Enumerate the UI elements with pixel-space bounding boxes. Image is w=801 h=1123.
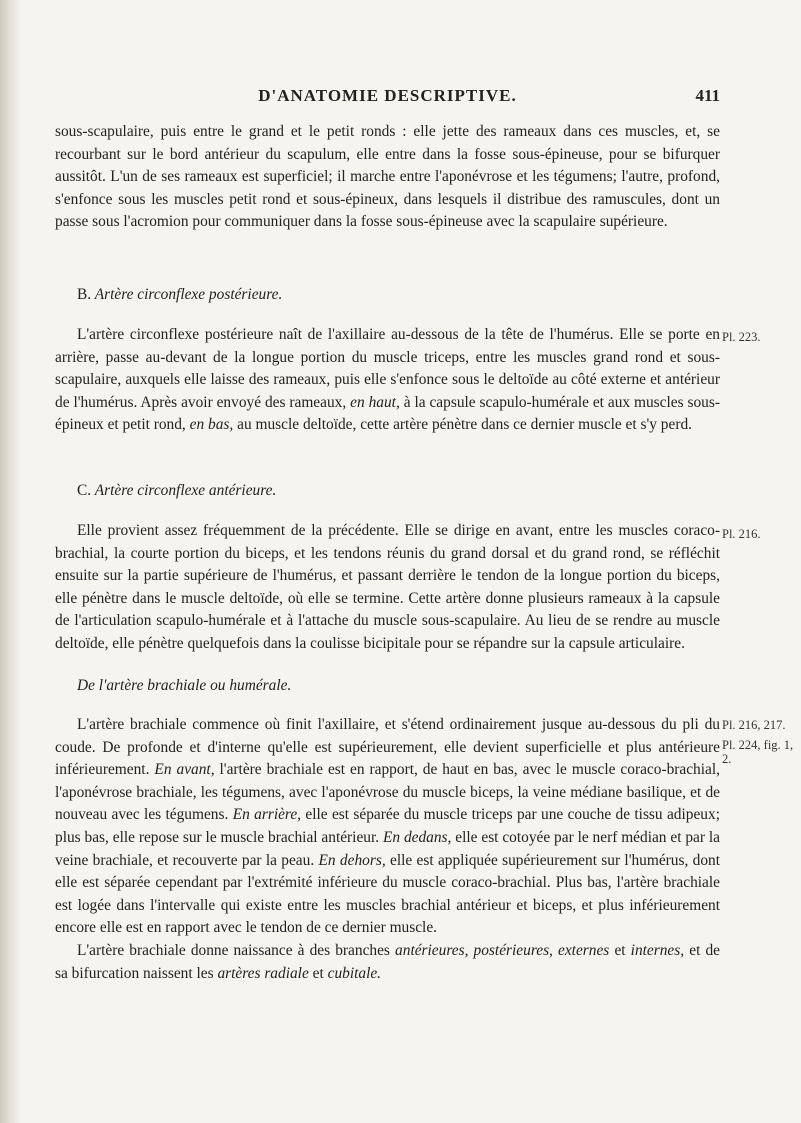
heading-c — [55, 480, 720, 503]
heading-d: De l'artère brachiale ou humérale. — [77, 677, 292, 694]
p5-text-c: et de sa bifurcation naissent les — [55, 941, 720, 982]
margin-note-pl-223: Pl. 223. — [722, 330, 761, 344]
p4-em-2: En arrière, — [232, 806, 302, 824]
heading-b-block — [55, 284, 720, 307]
p4-em-3: En dedans, — [382, 828, 452, 846]
paragraph-3: Elle provient assez fréquemment de la précédente. Elle se dirige en avant, entre les muscles coraco-brachial, la courte portion du biceps, et les tendons réunis du grand dorsal et du grand rond, se réfléchit ensuite sur la partie supérieure de l'humérus, et passant derrière le tendon de la longue portion du biceps, elle pénètre dans le muscle deltoïde, où elle se termine. Cette artère donne plusieurs rameaux à la capsule de l'articulation scapulo-humérale et à l'attache du muscle sous-scapulaire. Au lieu de se rendre au muscle deltoïde, elle pénètre quelquefois dans la coulisse bicipitale pour se répandre sur la capsule articulaire. — [55, 522, 720, 652]
paragraph-4 — [55, 714, 720, 940]
margin-note-pl-216: Pl. 216. — [722, 527, 761, 541]
margin-note-pl-224: Pl. 224, fig. 1, 2. — [722, 738, 794, 766]
p4-text-b: l'artère brachiale est en rapport, de haut en bas, avec le muscle coraco-brachial, l'aponévrose brachiale, les tégumens, avec l'aponévrose du muscle biceps, la veine médiane basilique, et de nouveau avec les tégumens. — [55, 761, 720, 824]
page-number: 411 — [695, 86, 720, 105]
p2-em-1: en haut, — [350, 393, 400, 411]
heading-b-letter: B. — [77, 286, 92, 303]
binding-shadow — [0, 0, 22, 1123]
p5-em-4: cubitale. — [327, 964, 382, 982]
p4-text-e: elle est appliquée supérieurement sur l'humérus, dont elle est séparée cependant par l'extrémité inférieure du muscle coraco-brachial. Plus bas, l'artère brachiale est logée dans l'intervalle qui existe entre les muscles brachial antérieur et biceps, et plus inférieurement encore elle est en rapport avec le tendon de ce dernier muscle. — [55, 851, 720, 937]
p4-em-1: En avant, — [154, 761, 215, 779]
heading-b-title: Artère circonflexe postérieure. — [94, 286, 283, 303]
margin-note-pl-216-217: Pl. 216, 217. — [722, 718, 786, 732]
p2-text-a: L'artère circonflexe postérieure naît de l'axillaire au-dessous de la tête de l'humérus. Elle se porte en arrière, passe au-devant de la longue portion du muscle triceps, entre les muscles grand rond et sous-scapulaire, auxquels elle laisse des rameaux, puis elle s'enfonce sous le deltoïde au côté externe et antérieur de l'humérus. Après avoir envoyé des rameaux, — [55, 326, 720, 411]
p4-em-4: En dehors, — [318, 851, 386, 869]
p2-text-b: à la capsule scapulo-humérale et aux muscles sous-épineux et petit rond, — [55, 393, 720, 434]
p5-text-b: et — [614, 941, 626, 959]
paragraph-5 — [55, 940, 720, 985]
p4-text-c: elle est séparée du muscle triceps par une couche de tissu adipeux; plus bas, elle repose sur le muscle brachial antérieur. — [55, 806, 720, 846]
p5-text-a: L'artère brachiale donne naissance à des branches — [77, 941, 390, 959]
running-title: D'ANATOMIE DESCRIPTIVE. — [258, 86, 517, 105]
heading-c-letter: C. — [77, 482, 92, 499]
paragraph-2-block — [55, 324, 720, 437]
paragraph-2 — [55, 324, 720, 437]
p5-em-1: antérieures, postérieures, externes — [395, 941, 610, 959]
paragraph-1-block — [55, 121, 720, 234]
p5-em-2: internes, — [630, 941, 685, 959]
p4-text-a: L'artère brachiale commence où finit l'axillaire, et s'étend ordinairement jusque au-dessous du pli du coude. De profonde et d'interne qu'elle est supérieurement, elle devient superficielle et plus antérieure inférieurement. — [55, 716, 720, 779]
p5-em-3: artères radiale — [217, 964, 309, 982]
heading-d-block — [55, 675, 720, 698]
p4-text-d: elle est cotoyée par le nerf médian et par la veine brachiale, et recouverte par la peau. — [55, 828, 720, 869]
paragraph-3-block — [55, 520, 720, 656]
running-head — [55, 86, 720, 110]
p2-text-c: au muscle deltoïde, cette artère pénètre dans ce dernier muscle et s'y perd. — [237, 416, 692, 434]
p2-em-2: en bas, — [189, 416, 234, 434]
paragraph-1: sous-scapulaire, puis entre le grand et le petit ronds : elle jette des rameaux dans ces muscles, et, se recourbant sur le bord antérieur du scapulum, elle entre dans la fosse sous-épineuse, pour se bifurquer aussitôt. L'un de ses rameaux est superficiel; il marche entre l'aponévrose et les tégumens; l'autre, profond, s'enfonce sous les muscles petit rond et sous-épineux, dans lesquels il distribue des ramuscules, dont un passe sous l'acromion pour communiquer dans la fosse sous-épineuse avec la scapulaire supérieure. — [55, 123, 720, 231]
paragraph-4-block — [55, 714, 720, 985]
p5-text-d: et — [312, 964, 324, 982]
heading-c-title: Artère circonflexe antérieure. — [94, 482, 277, 499]
heading-b — [55, 284, 720, 307]
heading-c-block — [55, 480, 720, 503]
